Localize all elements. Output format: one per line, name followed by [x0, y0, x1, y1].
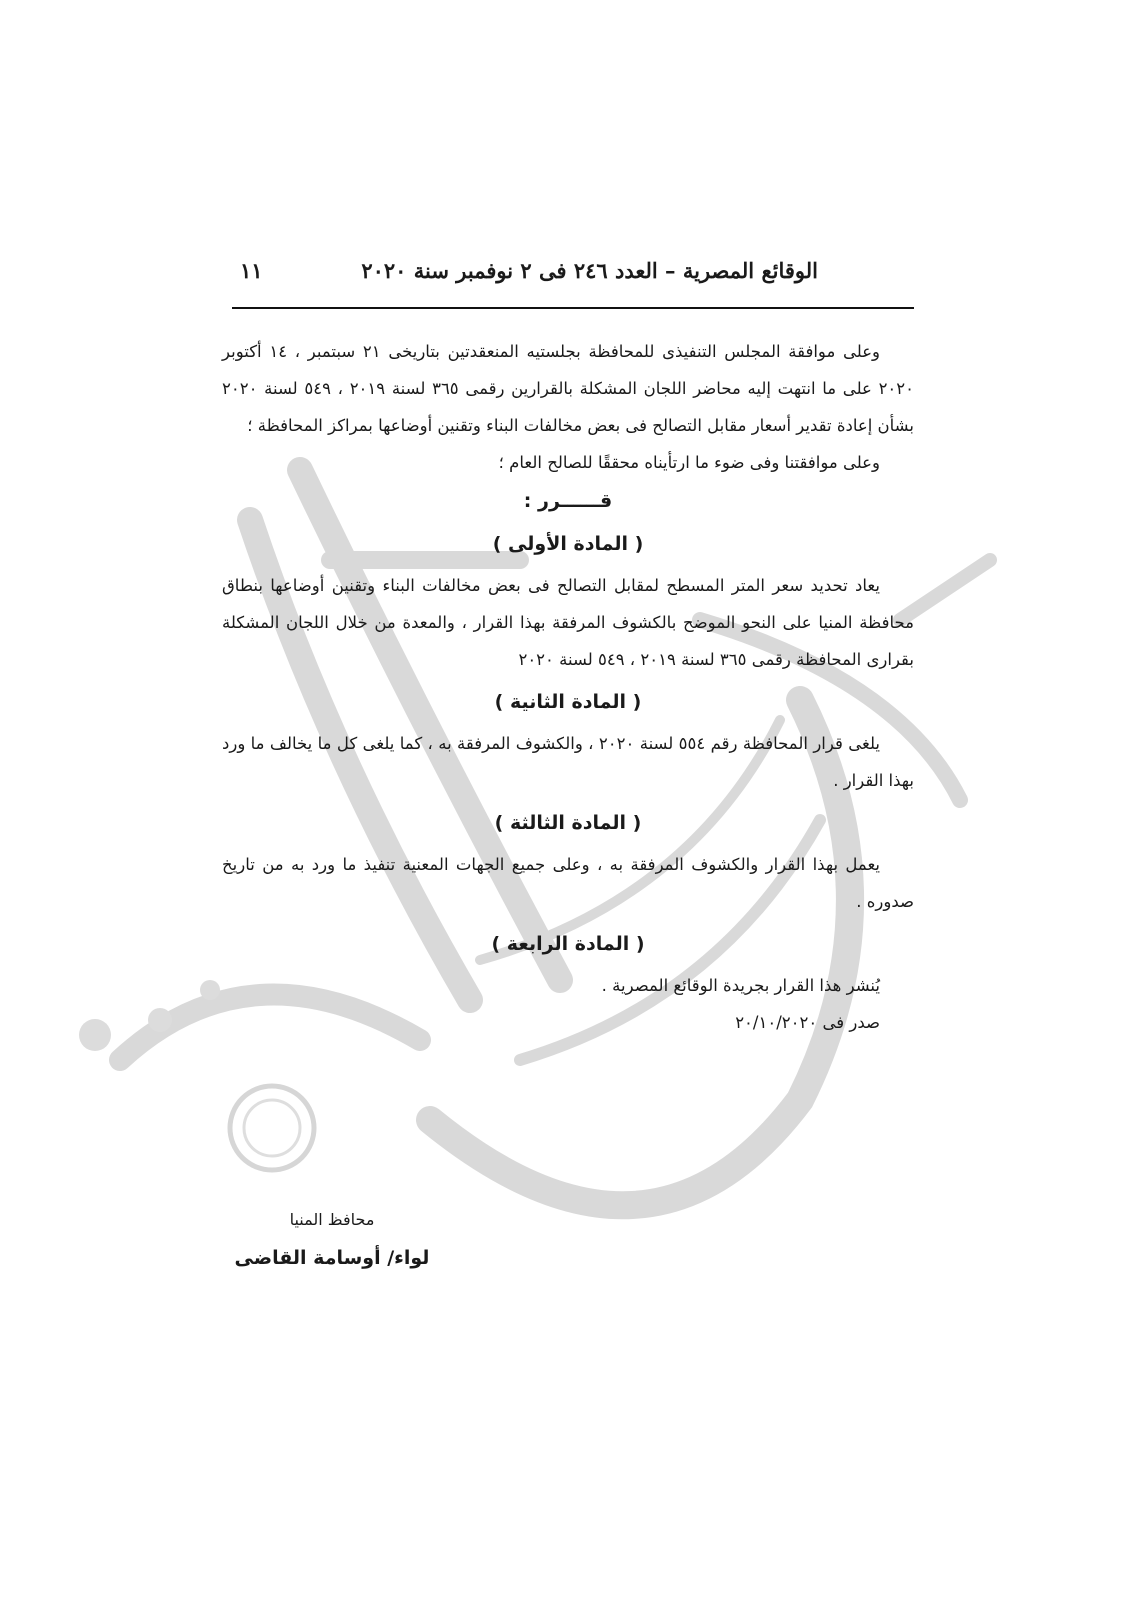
article-title: ( المادة الثانية ) [494, 691, 642, 713]
header-title: الوقائع المصرية – العدد ٢٤٦ فى ٢ نوفمبر سنة ٢٠٢٠ [361, 258, 818, 283]
decision-heading: قــــــرر : [523, 490, 613, 512]
issue-date: صدر فى ٢٠/١٠/٢٠٢٠ [735, 1013, 880, 1032]
page-number: ١١ [240, 258, 263, 283]
article-title: ( المادة الرابعة ) [491, 933, 645, 955]
preamble-paragraph: وعلى موافقة المجلس التنفيذى للمحافظة بجلستيه المنعقدتين بتاريخى ٢١ سبتمبر ، ١٤ أكتوبر ٢٠٢٠ على ما انتهت إليه محاضر اللجان المشكلة بالقرارين رقمى ٣٦٥ لسنة ٢٠١٩ ، ٥٤٩ لسنة ٢٠٢٠ بشأن إعادة تقدير أسعار مقابل التصالح فى بعض مخالفات البناء وتقنين أوضاعها بمراكز المحافظة ؛ [222, 342, 915, 435]
signatory-name: لواء/ أوسامة القاضى [234, 1247, 430, 1269]
article-text: يعمل بهذا القرار والكشوف المرفقة به ، وعلى جميع الجهات المعنية تنفيذ ما ورد به من تاريخ صدوره . [222, 855, 914, 911]
page-header [232, 258, 914, 294]
article-text: يعاد تحديد سعر المتر المسطح لمقابل التصالح فى بعض مخالفات البناء وتقنين أوضاعها بنطاق محافظة المنيا على النحو الموضح بالكشوف المرفقة بهذا القرار ، والمعدة من خلال اللجان المشكلة بقرارى المحافظة رقمى ٣٦٥ لسنة ٢٠١٩ ، ٥٤٩ لسنة ٢٠٢٠ [222, 576, 914, 669]
article-title: ( المادة الأولى ) [492, 533, 644, 555]
article-text: يُنشر هذا القرار بجريدة الوقائع المصرية . [601, 976, 880, 995]
signature-block [232, 1210, 432, 1269]
preamble-paragraph: وعلى موافقتنا وفى ضوء ما ارتأيناه محققًا للصالح العام ؛ [498, 453, 880, 472]
signatory-role: محافظ المنيا [289, 1210, 375, 1229]
document-body [222, 333, 914, 1041]
article-title: ( المادة الثالثة ) [494, 812, 642, 834]
header-divider [232, 307, 914, 309]
article-text: يلغى قرار المحافظة رقم ٥٥٤ لسنة ٢٠٢٠ ، والكشوف المرفقة به ، كما يلغى كل ما يخالف ما ورد بهذا القرار . [222, 734, 914, 790]
